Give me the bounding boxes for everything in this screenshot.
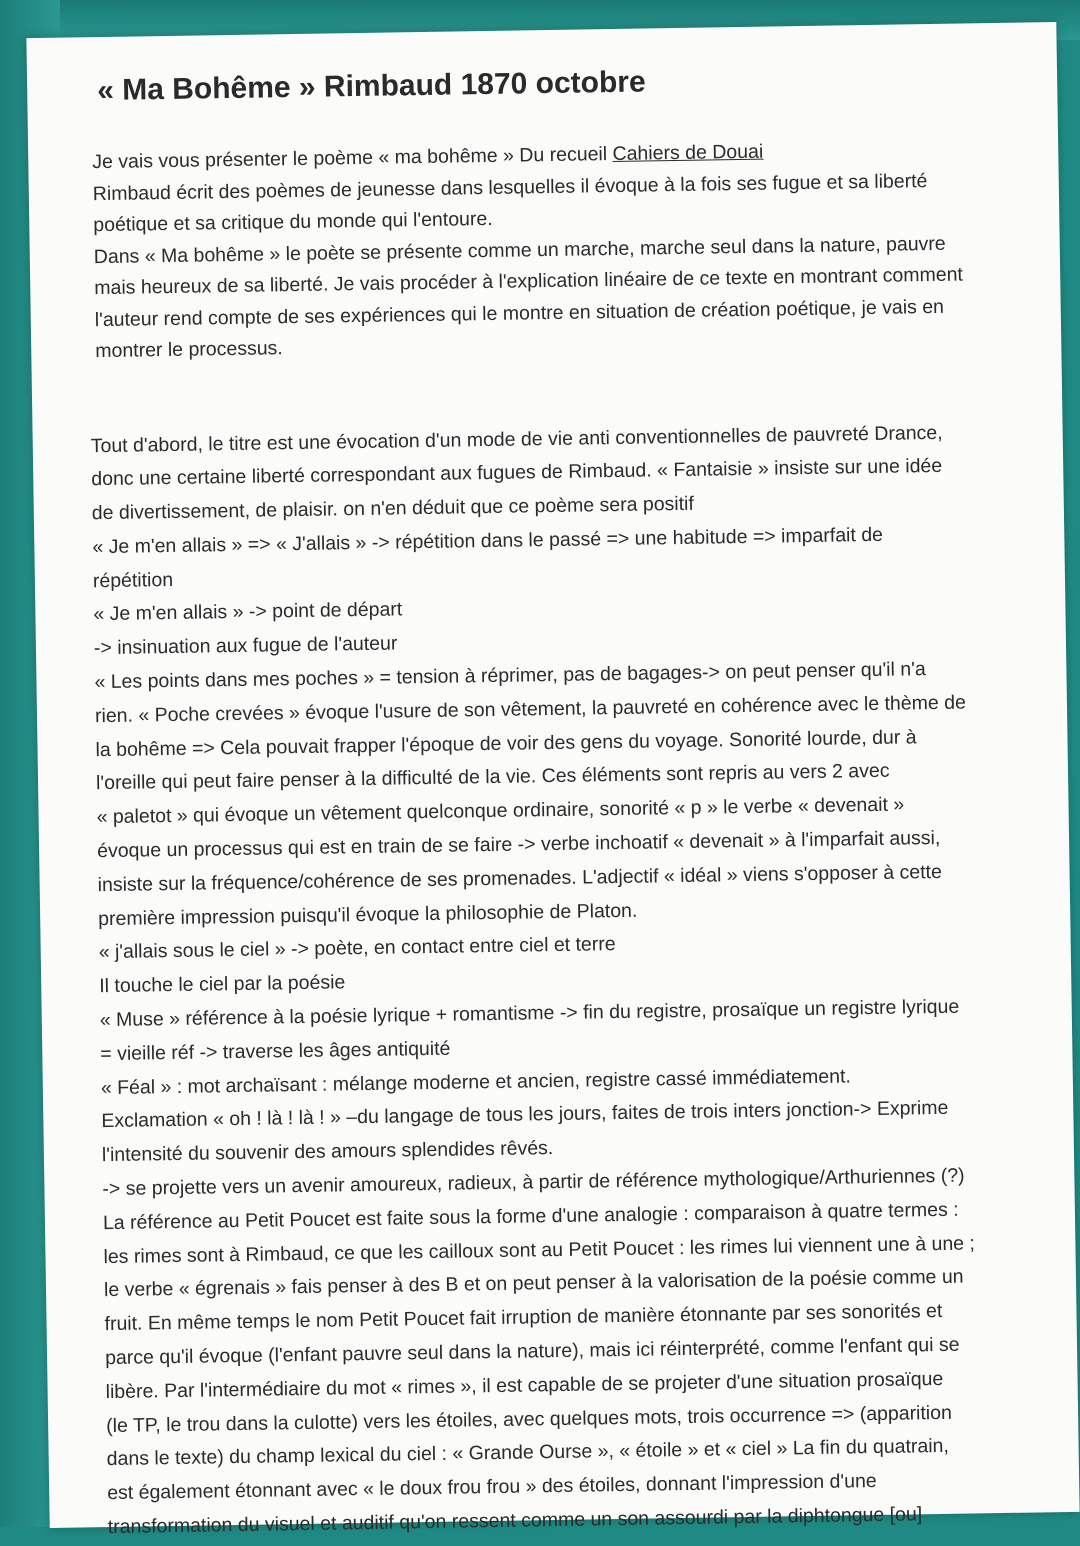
intro-line: mais heureux de sa liberté. Je vais procéder à l'explication linéaire de ce texte en montrant comment <box>94 263 964 300</box>
body-line: libère. Par l'intermédiaire du mot « rimes », il est capable de se projeter d'une situation prosaïque <box>105 1367 944 1403</box>
body-line: = vieille réf -> traverse les âges antiquité <box>100 1037 451 1065</box>
body-line: fruit. En même temps le nom Petit Poucet fait irruption de manière étonnante par ses sonorités et <box>104 1300 943 1336</box>
body-line: rien. « Poche crevées » évoque l'usure de son vêtement, la pauvreté en cohérence avec le thème de <box>94 691 967 728</box>
body-line: de divertissement, de plaisir. on n'en déduit que ce poème sera positif <box>91 492 695 525</box>
intro-line: poétique et sa critique du monde qui l'entoure. <box>93 207 493 237</box>
body-line: parce qu'il évoque (l'enfant pauvre seul dans la nature), mais ici réinterprété, comme l'enfant qui se <box>104 1333 960 1370</box>
body-line: -> se projette vers un avenir amoureux, radieux, à partir de référence mythologique/Arthuriennes (?) <box>102 1164 965 1201</box>
body-line: évoque un processus qui est en train de se faire -> verbe inchoatif « devenait » à l'imparfait aussi, <box>96 826 941 863</box>
body-line: Exclamation « oh ! là ! là ! » –du langage de tous les jours, faites de trois inters jonction-> Exprime <box>101 1097 949 1133</box>
paper-sheet <box>26 22 1079 1539</box>
body-line: le verbe « égrenais » fais penser à des B et on peut penser à la valorisation de la poésie comme un <box>103 1266 964 1302</box>
intro-line-text: Je vais vous présenter le poème « ma bohême » Du recueil <box>92 142 613 174</box>
body-line: (le TP, le trou dans la culotte) vers les étoiles, avec quelques mots, trois occurrence => (apparition <box>105 1401 953 1437</box>
body-line: « Muse » référence à la poésie lyrique + romantisme -> fin du registre, prosaïque un registre lyrique <box>99 995 960 1032</box>
intro-line: Rimbaud écrit des poèmes de jeunesse dans lesquelles il évoque à la fois ses fugue et sa liberté <box>92 169 928 205</box>
body-line: -> insinuation aux fugue de l'auteur <box>93 632 398 660</box>
intro-paragraph <box>92 132 1035 367</box>
document-title: « Ma Bohême » Rimbaud 1870 octobre <box>96 65 646 108</box>
body-line: l'intensité du souvenir des amours splendides rêvés. <box>101 1137 554 1167</box>
body-line: est également étonnant avec « le doux frou frou » des étoiles, donnant l'impression d'une <box>107 1470 877 1505</box>
body-line: Il touche le ciel par la poésie <box>99 971 346 998</box>
intro-line: l'auteur rend compte de ses expériences qui le montre en situation de création poétique, je vais en <box>94 295 945 331</box>
body-line: l'oreille qui peut faire penser à la difficulté de la vie. Ces éléments sont repris au vers 2 avec <box>95 760 890 795</box>
body-line: dans le texte) du champ lexical du ciel : « Grande Ourse », « étoile » et « ciel » La fin du quatrain, <box>106 1435 950 1471</box>
intro-line: Dans « Ma bohême » le poète se présente comme un marche, marche seul dans la nature, pauvre <box>93 232 946 268</box>
body-line: les rimes sont à Rimbaud, ce que les cailloux sont au Petit Poucet : les rimes lui viennent une à une ; <box>103 1232 976 1268</box>
body-line: « j'allais sous le ciel » -> poète, en contact entre ciel et terre <box>98 933 616 964</box>
intro-line: montrer le processus. <box>95 337 283 363</box>
body-line: « Je m'en allais » -> point de départ <box>93 598 403 626</box>
body-line: la bohême => Cela pouvait frapper l'époque de voir des gens du voyage. Sonorité lourde, dur à <box>95 725 917 761</box>
body-line: « paletot » qui évoque un vêtement quelconque ordinaire, sonorité « p » le verbe « devenait » <box>96 793 905 829</box>
body-line: La référence au Petit Poucet est faite sous la forme d'une analogie : comparaison à quatre termes : <box>102 1198 959 1234</box>
analysis-body <box>91 415 1058 1545</box>
body-line: Tout d'abord, le titre est une évocation d'un mode de vie anti conventionnelles de pauvreté Drance, <box>90 421 943 457</box>
collection-name: Cahiers de Douai <box>612 140 764 165</box>
body-line: donc une certaine liberté correspondant aux fugues de Rimbaud. « Fantaisie » insiste sur une idée <box>91 455 943 491</box>
body-line: « Féal » : mot archaïsant : mélange moderne et ancien, registre cassé immédiatement. <box>100 1065 851 1099</box>
body-line: première impression puisqu'il évoque la philosophie de Platon. <box>98 899 638 930</box>
body-line: répétition <box>92 568 174 592</box>
body-line: transformation du visuel et auditif qu'on ressent comme un son assourdi par la diphtongue [ou] <box>107 1503 923 1539</box>
body-line: insiste sur la fréquence/cohérence de ses promenades. L'adjectif « idéal » viens s'opposer à cette <box>97 860 943 897</box>
body-line: « Les points dans mes poches » = tension à réprimer, pas de bagages-> on peut penser qu'il n'a <box>94 658 926 694</box>
body-line: « Je m'en allais » => « J'allais » -> répétition dans le passé => une habitude => imparfait de <box>92 523 884 559</box>
